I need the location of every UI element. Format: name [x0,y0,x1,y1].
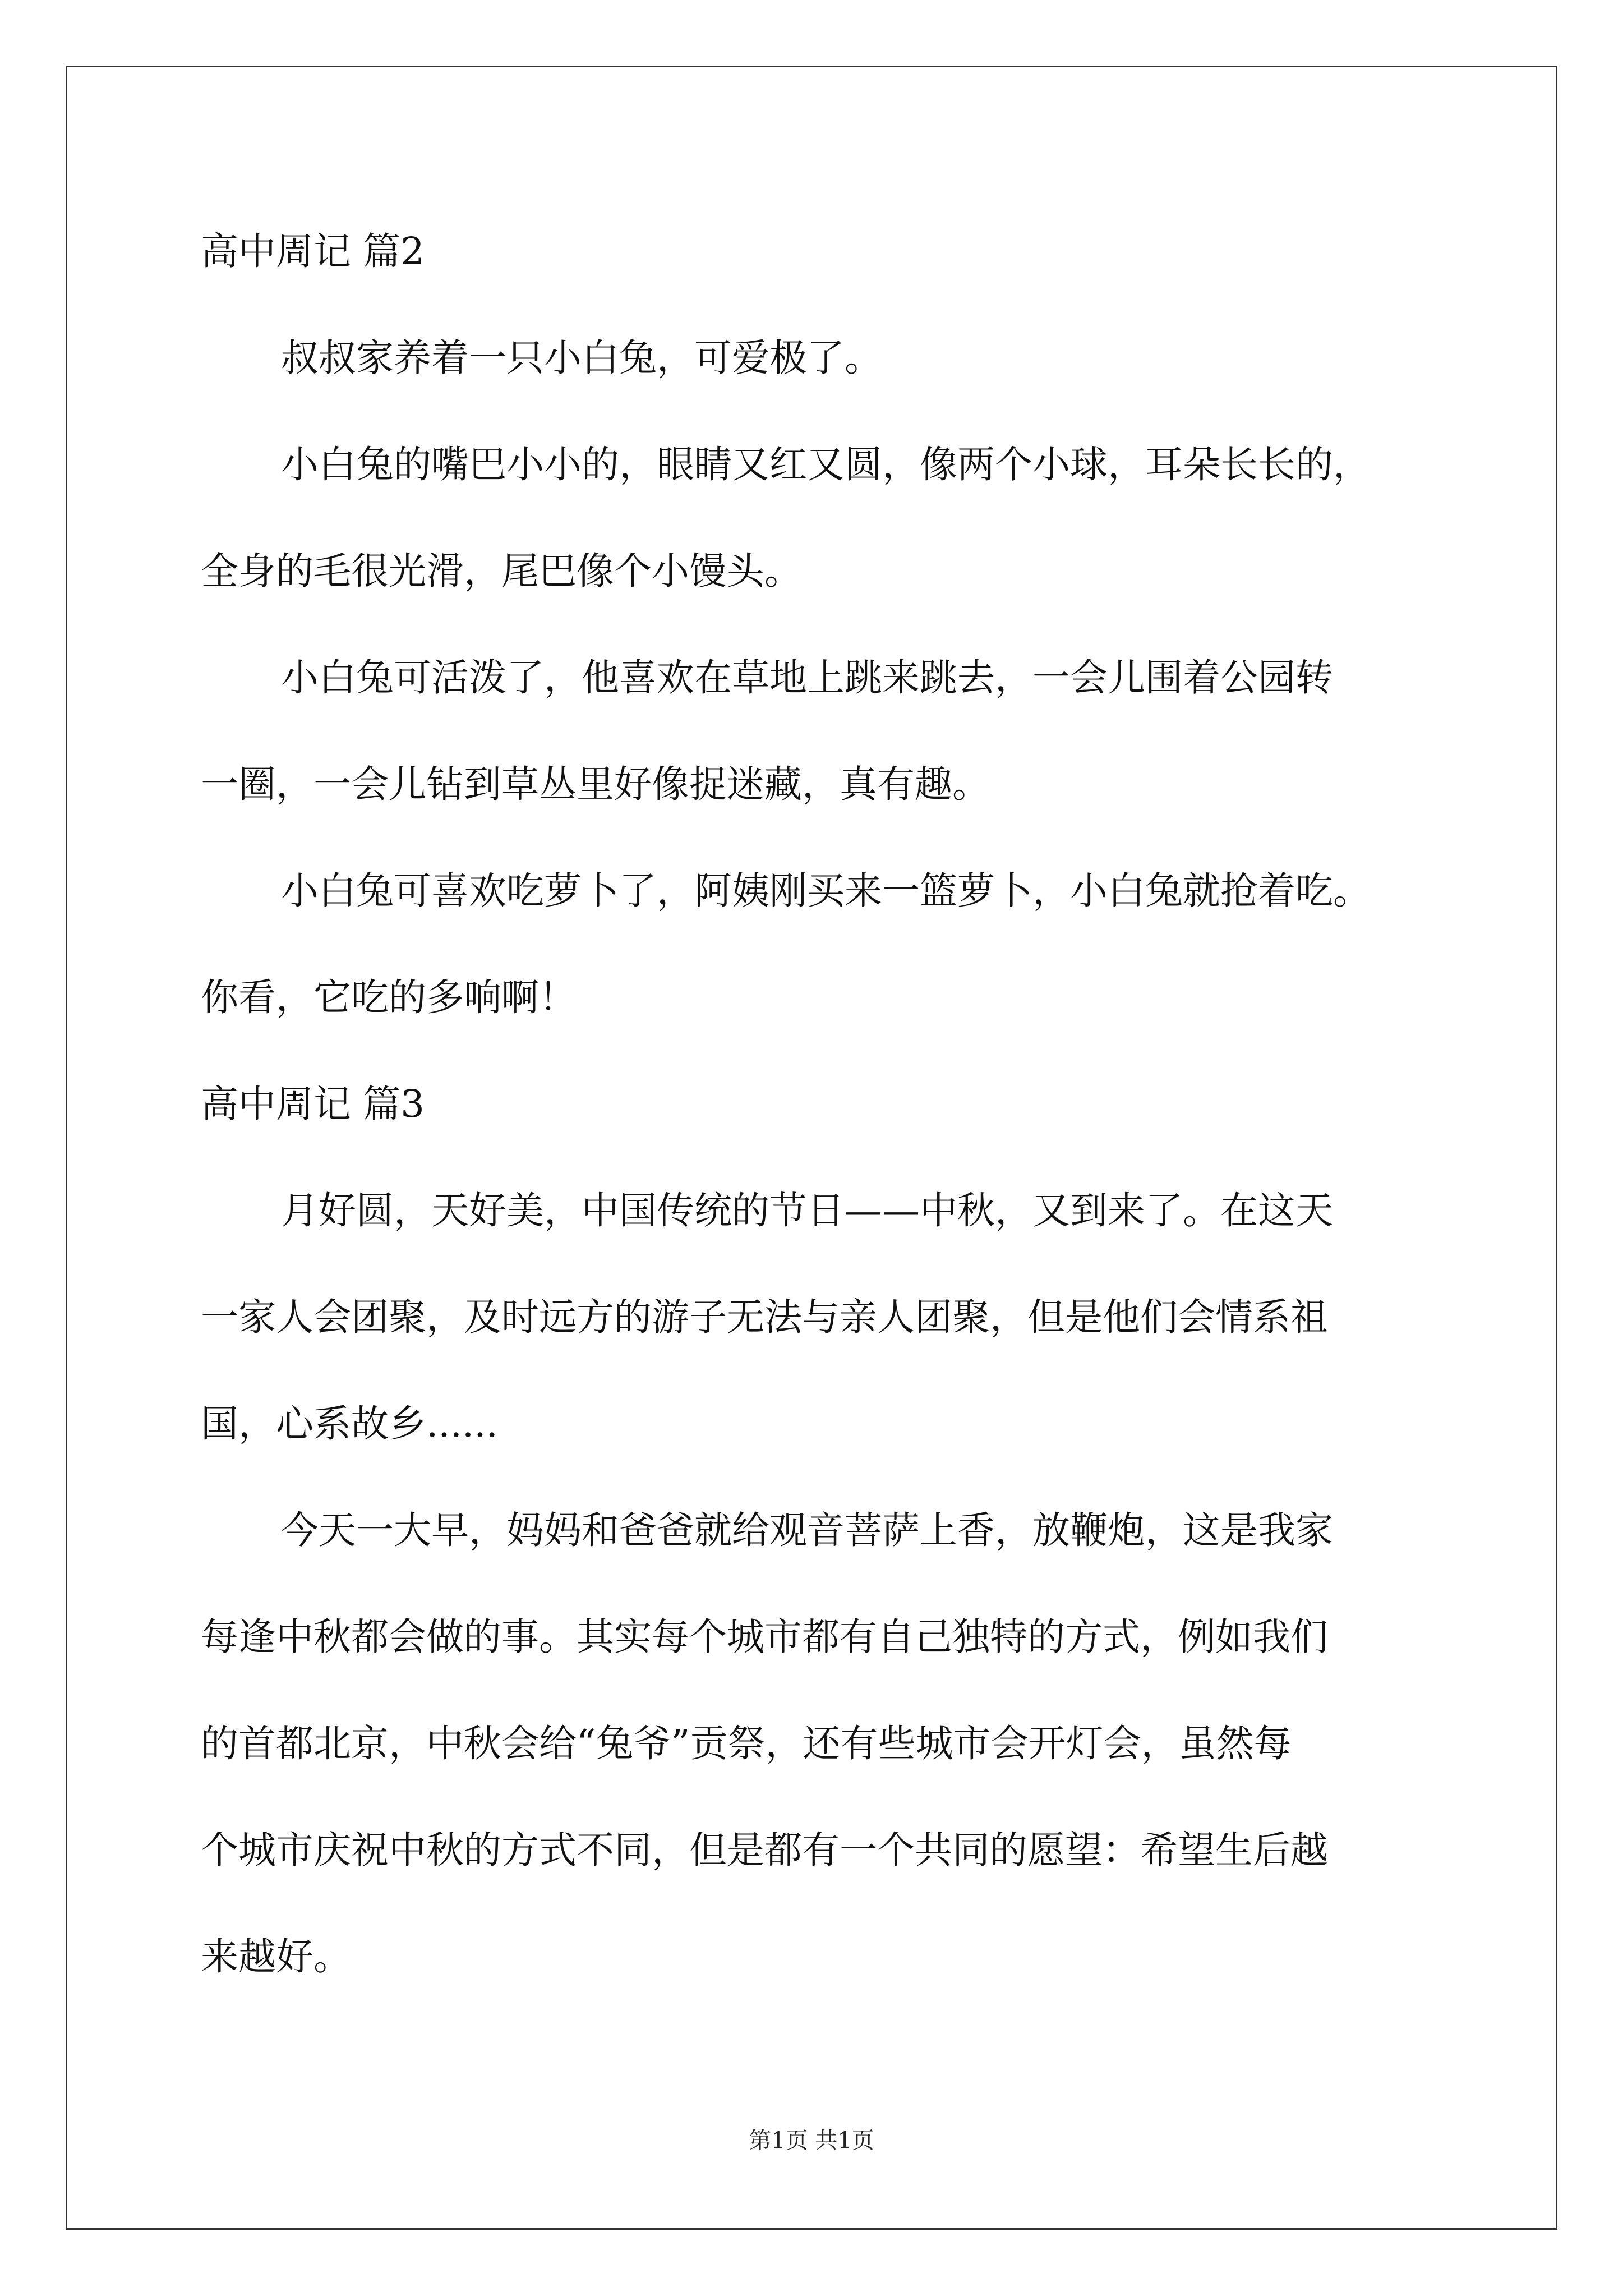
paragraph-line: 叔叔家养着一只小白兔，可爱极了。 [281,336,882,380]
paragraph-line: 每逢中秋都会做的事。其实每个城市都有自己独特的方式，例如我们 [201,1615,1328,1659]
paragraph-line: 小白兔的嘴巴小小的，眼睛又红又圆，像两个小球，耳朵长长的， [281,443,1371,486]
paragraph-line: 全身的毛很光滑，尾巴像个小馒头。 [201,549,802,593]
paragraph-line: 你看，它吃的多响啊！ [201,976,577,1019]
paragraph-line: 月好圆，天好美，中国传统的节日——中秋，又到来了。在这天 [281,1189,1333,1232]
paragraph-line: 的首都北京，中秋会给“兔爷”贡祭，还有些城市会开灯会，虽然每 [201,1722,1292,1765]
section-heading: 高中周记 篇2 [201,229,425,273]
paragraph-line: 来越好。 [201,1935,351,1978]
paragraph-line: 个城市庆祝中秋的方式不同，但是都有一个共同的愿望：希望生后越 [201,1828,1328,1872]
paragraph-line: 今天一大早，妈妈和爸爸就给观音菩萨上香，放鞭炮，这是我家 [281,1508,1333,1552]
paragraph-line: 国，心系故乡...... [201,1402,498,1446]
paragraph-line: 一圈，一会儿钻到草丛里好像捉迷藏，真有趣。 [201,762,990,806]
paragraph-line: 一家人会团聚，及时远方的游子无法与亲人团聚，但是他们会情系祖 [201,1295,1328,1339]
paragraph-line: 小白兔可喜欢吃萝卜了，阿姨刚买来一篮萝卜，小白兔就抢着吃。 [281,869,1371,913]
page-footer: 第1页 共1页 [749,2128,874,2154]
page-border [66,66,1557,2230]
section-heading: 高中周记 篇3 [201,1082,425,1126]
paragraph-line: 小白兔可活泼了，他喜欢在草地上跳来跳去，一会儿围着公园转 [281,656,1333,700]
